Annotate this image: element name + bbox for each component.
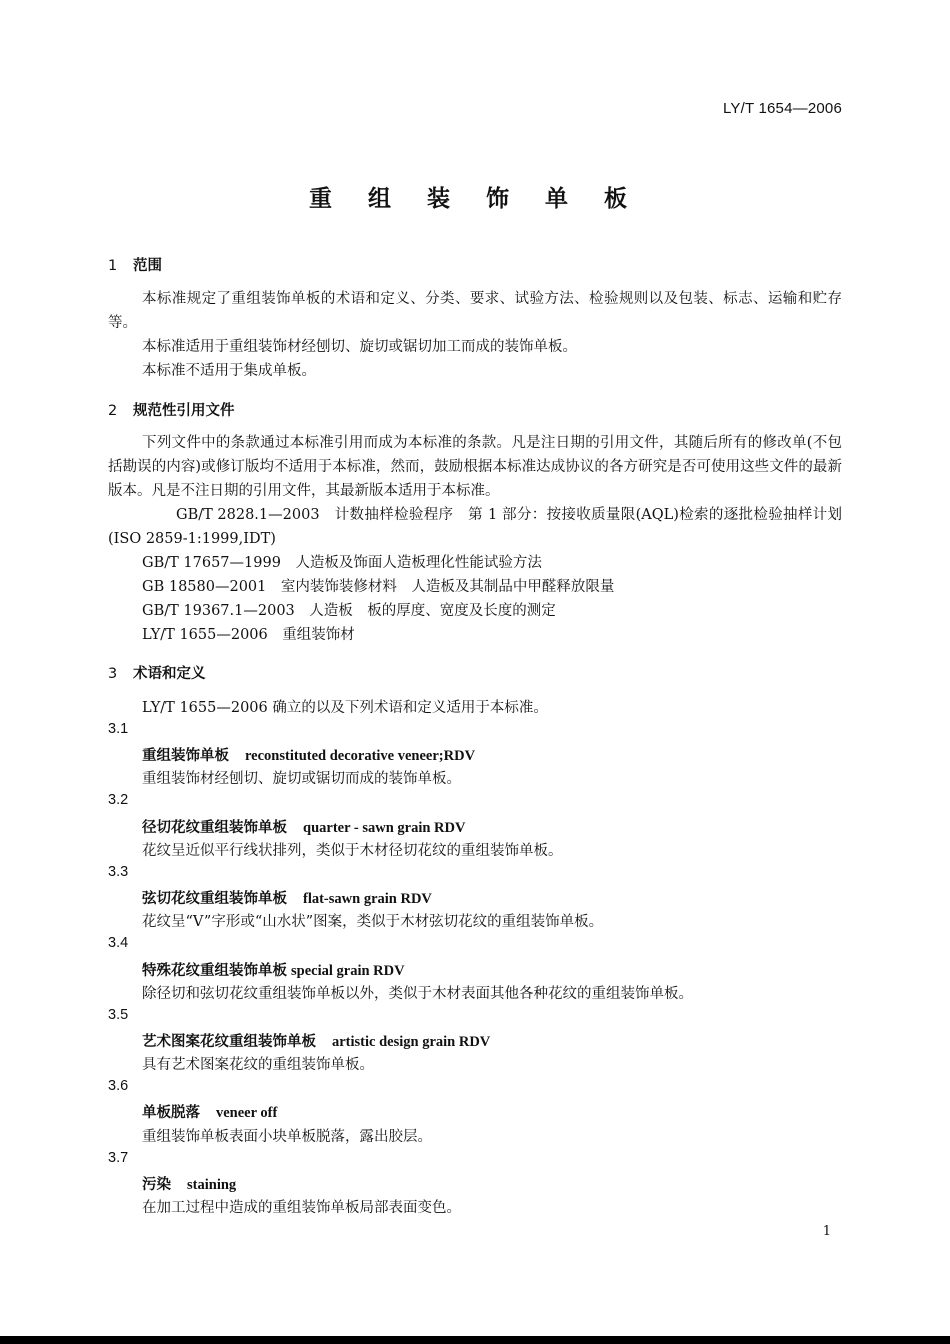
term-definition: 重组装饰材经刨切、旋切或锯切而成的装饰单板。	[142, 771, 461, 787]
paragraph: 本标准规定了重组装饰单板的术语和定义、分类、要求、试验方法、检验规则以及包装、标志、运输和贮存等。	[108, 291, 842, 331]
section-2-heading	[108, 399, 235, 420]
term-heading	[142, 1173, 236, 1194]
clause-number: 3.5	[108, 1007, 129, 1023]
term-zh: 重组装饰单板	[142, 748, 229, 764]
term-zh: 特殊花纹重组装饰单板	[142, 963, 287, 979]
reference-code: GB/T 17657—1999	[142, 555, 281, 571]
term-en: flat-sawn grain RDV	[303, 891, 432, 907]
reference-code: GB/T 19367.1—2003	[142, 603, 295, 619]
reference-title: 室内装饰装修材料 人造板及其制品中甲醛释放限量	[280, 579, 615, 595]
term-en: staining	[187, 1177, 237, 1193]
reference-code: GB 18580—2001	[142, 579, 267, 595]
document-title: 重 组 装 饰 单 板	[308, 186, 642, 212]
clause-number: 3.6	[108, 1078, 129, 1094]
section-3-intro: LY/T 1655—2006 确立的以及下列术语和定义适用于本标准。	[142, 700, 548, 716]
standard-number: LY/T 1654—2006	[723, 100, 842, 117]
term-definition: 重组装饰单板表面小块单板脱落，露出胶层。	[142, 1129, 432, 1145]
reference-item	[142, 623, 355, 644]
term-zh: 污染	[142, 1177, 171, 1193]
section-3-heading	[108, 662, 206, 683]
term-heading	[142, 744, 475, 765]
clause-number: 3.7	[108, 1150, 129, 1166]
reference-code: GB/T 2828.1—2003	[176, 507, 320, 523]
clause-number: 3.4	[108, 935, 129, 951]
paragraph: 下列文件中的条款通过本标准引用而成为本标准的条款。凡是注日期的引用文件，其随后所有的修改单(不包括勘误的内容)或修订版均不适用于本标准，然而，鼓励根据本标准达成协议的各方研究是否可使用这些文件的最新版本。凡是不注日期的引用文件，其最新版本适用于本标准。	[108, 435, 842, 499]
term-heading	[142, 816, 465, 837]
term-definition: 花纹呈“V”字形或“山水状”图案，类似于木材弦切花纹的重组装饰单板。	[142, 914, 604, 930]
term-zh: 径切花纹重组装饰单板	[142, 820, 287, 836]
term-definition: 在加工过程中造成的重组装饰单板局部表面变色。	[142, 1200, 461, 1216]
paragraph: 本标准适用于重组装饰材经刨切、旋切或锯切加工而成的装饰单板。	[142, 339, 577, 355]
reference-title: 重组装饰材	[282, 627, 355, 643]
reference-title: 计数抽样检验程序 第 1 部分：按接收质量限(AQL)检索的逐批检验抽样计划(ISO 2859-1:1999,IDT)	[108, 507, 843, 547]
section-number: 3	[108, 666, 118, 682]
clause-number: 3.2	[108, 792, 129, 808]
term-heading	[142, 1030, 490, 1051]
section-number: 2	[108, 403, 118, 419]
reference-item	[108, 503, 842, 551]
term-en: special grain RDV	[291, 963, 405, 979]
section-title: 规范性引用文件	[133, 403, 235, 419]
section-number: 1	[108, 258, 118, 274]
section-title: 范围	[133, 258, 162, 274]
reference-title: 人造板及饰面人造板理化性能试验方法	[295, 555, 542, 571]
term-en: reconstituted decorative veneer;RDV	[245, 748, 476, 764]
section-1-heading	[108, 254, 162, 275]
term-heading	[142, 1101, 277, 1122]
reference-item	[142, 551, 542, 572]
term-definition: 除径切和弦切花纹重组装饰单板以外，类似于木材表面其他各种花纹的重组装饰单板。	[142, 986, 693, 1002]
term-zh: 单板脱落	[142, 1105, 200, 1121]
term-heading	[142, 887, 432, 908]
page-number: 1	[822, 1224, 831, 1239]
term-definition: 花纹呈近似平行线状排列，类似于木材径切花纹的重组装饰单板。	[142, 843, 563, 859]
clause-number: 3.1	[108, 721, 129, 737]
reference-item	[142, 599, 556, 620]
reference-code: LY/T 1655—2006	[142, 627, 268, 643]
term-definition: 具有艺术图案花纹的重组装饰单板。	[142, 1057, 374, 1073]
term-zh: 弦切花纹重组装饰单板	[142, 891, 287, 907]
page-bottom-edge	[0, 1336, 950, 1344]
term-en: artistic design grain RDV	[332, 1034, 491, 1050]
section-title: 术语和定义	[133, 666, 206, 682]
term-en: veneer off	[216, 1105, 278, 1121]
reference-item	[142, 575, 614, 596]
term-zh: 艺术图案花纹重组装饰单板	[142, 1034, 316, 1050]
clause-number: 3.3	[108, 864, 129, 880]
paragraph: 本标准不适用于集成单板。	[142, 363, 316, 379]
reference-title: 人造板 板的厚度、宽度及长度的测定	[309, 603, 556, 619]
term-en: quarter - sawn grain RDV	[303, 820, 466, 836]
term-heading	[142, 959, 405, 980]
